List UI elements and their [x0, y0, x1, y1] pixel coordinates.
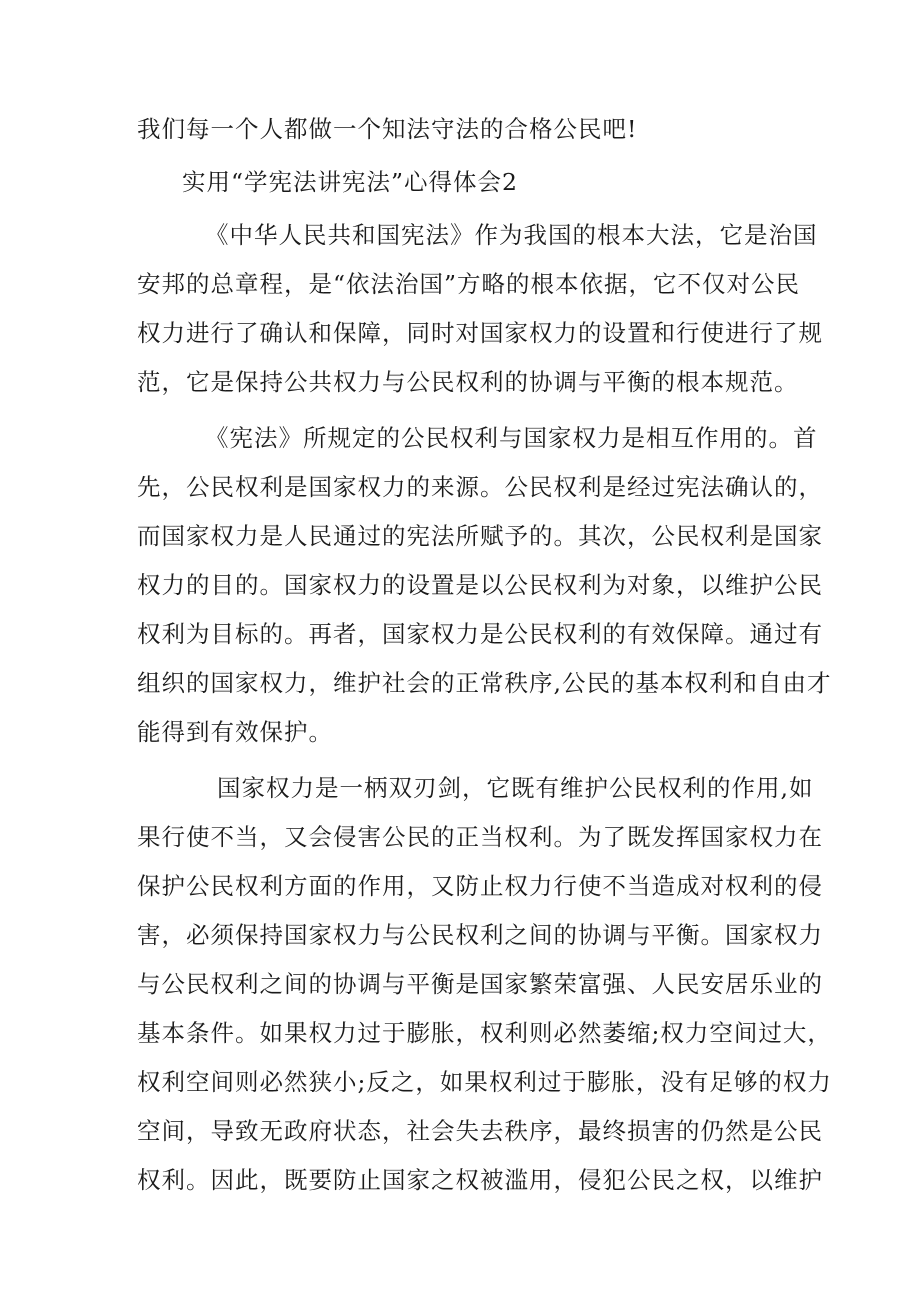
paragraph-2 — [137, 424, 832, 746]
section-heading: 实用“学宪法讲宪法”心得体会2 — [182, 168, 518, 196]
paragraph-3 — [137, 774, 832, 1194]
paragraph-line: 国家权力是一柄双刃剑，它既有维护公民权利的作用,如 — [217, 774, 814, 802]
paragraph-line: 权力进行了确认和保障，同时对国家权力的设置和行使进行了规 — [137, 319, 823, 347]
document-body — [137, 115, 832, 1223]
paragraph-line: 权利为目标的。再者，国家权力是公民权利的有效保障。通过有 — [137, 620, 823, 648]
paragraph-line: 安邦的总章程，是“依法治国”方略的根本依据，它不仅对公民 — [137, 270, 801, 298]
paragraph-line: 害，必须保持国家权力与公民权利之间的协调与平衡。国家权力 — [137, 921, 823, 949]
paragraph-line: 权利。因此，既要防止国家之权被滥用，侵犯公民之权，以维护 — [137, 1166, 823, 1194]
paragraph-line: 与公民权利之间的协调与平衡是国家繁荣富强、人民安居乐业的 — [137, 970, 823, 998]
paragraph-line: 保护公民权利方面的作用，又防止权力行使不当造成对权利的侵 — [137, 872, 823, 900]
lead-line: 我们每一个人都做一个知法守法的合格公民吧! — [137, 115, 638, 143]
paragraph-line: 基本条件。如果权力过于膨胀，权利则必然萎缩;权力空间过大， — [137, 1019, 832, 1047]
paragraph-line: 先，公民权利是国家权力的来源。公民权利是经过宪法确认的， — [137, 473, 823, 501]
paragraph-line: 权力的目的。国家权力的设置是以公民权利为对象，以维护公民 — [137, 571, 823, 599]
paragraph-1 — [137, 221, 823, 396]
paragraph-line: 果行使不当，又会侵害公民的正当权利。为了既发挥国家权力在 — [137, 823, 823, 851]
paragraph-line: 权利空间则必然狭小;反之，如果权利过于膨胀，没有足够的权力 — [137, 1068, 832, 1096]
paragraph-line: 《宪法》所规定的公民权利与国家权力是相互作用的。首 — [205, 424, 818, 452]
paragraph-line: 能得到有效保护。 — [137, 718, 333, 746]
paragraph-line: 组织的国家权力，维护社会的正常秩序,公民的基本权利和自由才 — [137, 669, 832, 697]
paragraph-line: 范，它是保持公共权力与公民权利的协调与平衡的根本规范。 — [137, 368, 799, 396]
paragraph-line: 而国家权力是人民通过的宪法所赋予的。其次，公民权利是国家 — [137, 522, 823, 550]
paragraph-line: 空间，导致无政府状态，社会失去秩序，最终损害的仍然是公民 — [137, 1117, 823, 1145]
paragraph-line: 《中华人民共和国宪法》作为我国的根本大法，它是治国 — [205, 221, 818, 249]
